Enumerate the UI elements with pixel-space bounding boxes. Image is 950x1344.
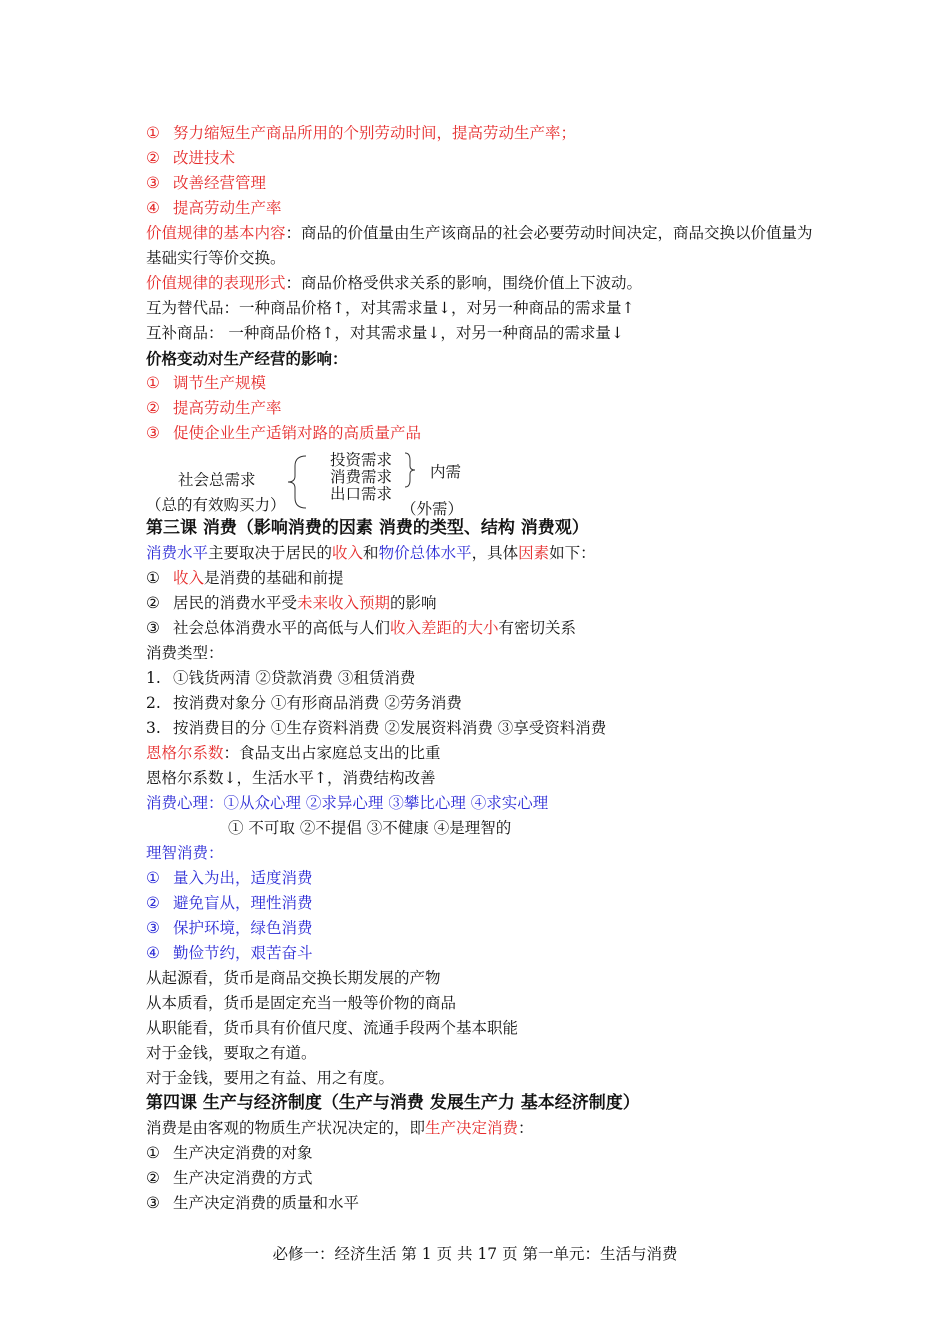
list-text: 有密切关系 bbox=[498, 619, 577, 637]
law-form bbox=[146, 271, 826, 296]
list-text: 勤俭节约，艰苦奋斗 bbox=[173, 944, 313, 962]
list-marker: 1. bbox=[146, 669, 161, 687]
list-text: 是消费的基础和前提 bbox=[204, 569, 344, 587]
law-form-label: 价值规律的表现形式 bbox=[146, 274, 286, 292]
intro-seg: 消费是由客观的物质生产状况决定的，即 bbox=[146, 1119, 426, 1137]
list-item bbox=[146, 891, 826, 916]
right-brace-icon bbox=[403, 451, 417, 489]
list-text: 努力缩短生产商品所用的个别劳动时间，提高劳动生产率； bbox=[173, 124, 577, 142]
lesson4-intro bbox=[146, 1116, 826, 1141]
price-effect-title: 价格变动对生产经营的影响： bbox=[146, 349, 348, 368]
list-marker: ③ bbox=[146, 1194, 160, 1212]
list-item bbox=[146, 691, 826, 716]
list-text: 避免盲从，理性消费 bbox=[173, 894, 313, 912]
list-text: 提高劳动生产率 bbox=[173, 399, 282, 417]
list-item bbox=[146, 916, 826, 941]
list-marker: ③ bbox=[146, 619, 160, 637]
foreign-demand-label: （外需） bbox=[401, 500, 464, 518]
list-marker: ② bbox=[146, 894, 160, 912]
list-text: 生产决定消费的方式 bbox=[173, 1169, 313, 1187]
demand-item: 投资需求 bbox=[330, 451, 393, 469]
list-marker: 3. bbox=[146, 719, 161, 737]
complement-goods: 互补商品： 一种商品价格↑，对其需求量↓，对另一种商品的需求量↓ bbox=[146, 324, 624, 342]
intro-seg: ： bbox=[518, 1119, 534, 1137]
list-item bbox=[146, 121, 826, 146]
domestic-demand-label: 内需 bbox=[430, 463, 462, 481]
highlight: 未来收入预期 bbox=[297, 594, 391, 612]
list-marker: ② bbox=[146, 149, 160, 167]
demand-diagram bbox=[146, 446, 826, 516]
list-marker: 2. bbox=[146, 694, 161, 712]
list-item bbox=[146, 591, 826, 616]
law-content-text: ：商品的价值量由生产该商品的社会必要劳动时间决定，商品交换以价值量为基础实行等价交换。 bbox=[146, 224, 813, 267]
list-item bbox=[146, 171, 826, 196]
demand-item: 消费需求 bbox=[330, 468, 393, 486]
list-text: 调节生产规模 bbox=[173, 374, 267, 392]
list-item bbox=[146, 196, 826, 221]
list-text: 改善经营管理 bbox=[173, 174, 267, 192]
list-item bbox=[146, 666, 826, 691]
list-item bbox=[146, 616, 826, 641]
list-item bbox=[146, 716, 826, 741]
list-marker: ③ bbox=[146, 919, 160, 937]
rational-title: 理智消费： bbox=[146, 844, 224, 862]
lesson3-intro bbox=[146, 541, 826, 566]
list-marker: ③ bbox=[146, 174, 160, 192]
intro-seg: 和 bbox=[363, 544, 379, 562]
intro-seg: 主要取决于居民的 bbox=[208, 544, 333, 562]
types-title: 消费类型： bbox=[146, 644, 224, 662]
list-text: 生产决定消费的质量和水平 bbox=[173, 1194, 360, 1212]
engel-text: ：食品支出占家庭总支出的比重 bbox=[223, 744, 441, 762]
list-item bbox=[146, 1191, 826, 1216]
money-line: 从起源看，货币是商品交换长期发展的产物 bbox=[146, 969, 441, 987]
list-marker: ② bbox=[146, 1169, 160, 1187]
list-marker: ④ bbox=[146, 199, 160, 217]
list-text: 生产决定消费的对象 bbox=[173, 1144, 313, 1162]
law-content bbox=[146, 221, 826, 271]
highlight: 收入 bbox=[173, 569, 205, 587]
lesson4-heading: 第四课 生产与经济制度（生产与消费 发展生产力 基本经济制度） bbox=[146, 1093, 640, 1113]
list-text: 提高劳动生产率 bbox=[173, 199, 282, 217]
list-text: ①钱货两清 ②贷款消费 ③租赁消费 bbox=[173, 669, 416, 687]
list-text: 按消费目的分 ①生存资料消费 ②发展资料消费 ③享受资料消费 bbox=[173, 719, 607, 737]
list-item bbox=[146, 1141, 826, 1166]
list-item bbox=[146, 1166, 826, 1191]
list-text: 保护环境，绿色消费 bbox=[173, 919, 313, 937]
intro-seg: 物价总体水平 bbox=[378, 544, 472, 562]
document-body bbox=[146, 121, 826, 1216]
left-brace-icon bbox=[286, 454, 308, 510]
intro-seg: 收入 bbox=[332, 544, 364, 562]
lesson3-heading: 第三课 消费（影响消费的因素 消费的类型、结构 消费观） bbox=[146, 518, 589, 538]
highlight: 收入差距的大小 bbox=[390, 619, 499, 637]
list-marker: ② bbox=[146, 399, 160, 417]
list-text: 改进技术 bbox=[173, 149, 236, 167]
total-demand-sub: （总的有效购买力） bbox=[146, 496, 286, 514]
law-content-label: 价值规律的基本内容 bbox=[146, 224, 286, 242]
engel-definition bbox=[146, 741, 826, 766]
list-item bbox=[146, 421, 826, 446]
money-line: 对于金钱，要取之有道。 bbox=[146, 1044, 317, 1062]
list-marker: ① bbox=[146, 374, 160, 392]
list-item bbox=[146, 146, 826, 171]
list-text: 居民的消费水平受 bbox=[173, 594, 298, 612]
intro-seg: 如下： bbox=[549, 544, 596, 562]
law-form-text: ：商品价格受供求关系的影响，围绕价值上下波动。 bbox=[285, 274, 643, 292]
engel-label: 恩格尔系数 bbox=[146, 744, 224, 762]
list-text: 促使企业生产适销对路的高质量产品 bbox=[173, 424, 422, 442]
intro-seg: ，具体 bbox=[471, 544, 519, 562]
engel-effect: 恩格尔系数↓，生活水平↑，消费结构改善 bbox=[146, 769, 436, 787]
list-item bbox=[146, 371, 826, 396]
list-text: 按消费对象分 ①有形商品消费 ②劳务消费 bbox=[173, 694, 462, 712]
substitute-goods: 互为替代品：一种商品价格↑，对其需求量↓，对另一种商品的需求量↑ bbox=[146, 299, 635, 317]
intro-seg: 消费水平 bbox=[146, 544, 209, 562]
money-line: 对于金钱，要用之有益、用之有度。 bbox=[146, 1069, 395, 1087]
list-marker: ③ bbox=[146, 424, 160, 442]
money-line: 从职能看，货币具有价值尺度、流通手段两个基本职能 bbox=[146, 1019, 519, 1037]
list-marker: ① bbox=[146, 569, 160, 587]
list-marker: ① bbox=[146, 869, 160, 887]
list-text: 量入为出，适度消费 bbox=[173, 869, 313, 887]
list-item bbox=[146, 866, 826, 891]
list-item bbox=[146, 396, 826, 421]
list-marker: ④ bbox=[146, 944, 160, 962]
demand-item: 出口需求 bbox=[330, 485, 393, 503]
intro-seg: 因素 bbox=[518, 544, 550, 562]
page-footer: 必修一：经济生活 第 1 页 共 17 页 第一单元：生活与消费 bbox=[272, 1245, 678, 1263]
money-line: 从本质看，货币是固定充当一般等价物的商品 bbox=[146, 994, 457, 1012]
list-marker: ② bbox=[146, 594, 160, 612]
total-demand-label: 社会总需求 bbox=[178, 471, 256, 489]
list-item bbox=[146, 566, 826, 591]
list-text: 的影响 bbox=[390, 594, 437, 612]
list-text: 社会总体消费水平的高低与人们 bbox=[173, 619, 391, 637]
psychology-evaluation: ① 不可取 ②不提倡 ③不健康 ④是理智的 bbox=[228, 819, 512, 837]
list-item bbox=[146, 941, 826, 966]
list-marker: ① bbox=[146, 1144, 160, 1162]
list-marker: ① bbox=[146, 124, 160, 142]
consumer-psychology: 消费心理：①从众心理 ②求异心理 ③攀比心理 ④求实心理 bbox=[146, 794, 549, 812]
highlight: 生产决定消费 bbox=[425, 1119, 519, 1137]
